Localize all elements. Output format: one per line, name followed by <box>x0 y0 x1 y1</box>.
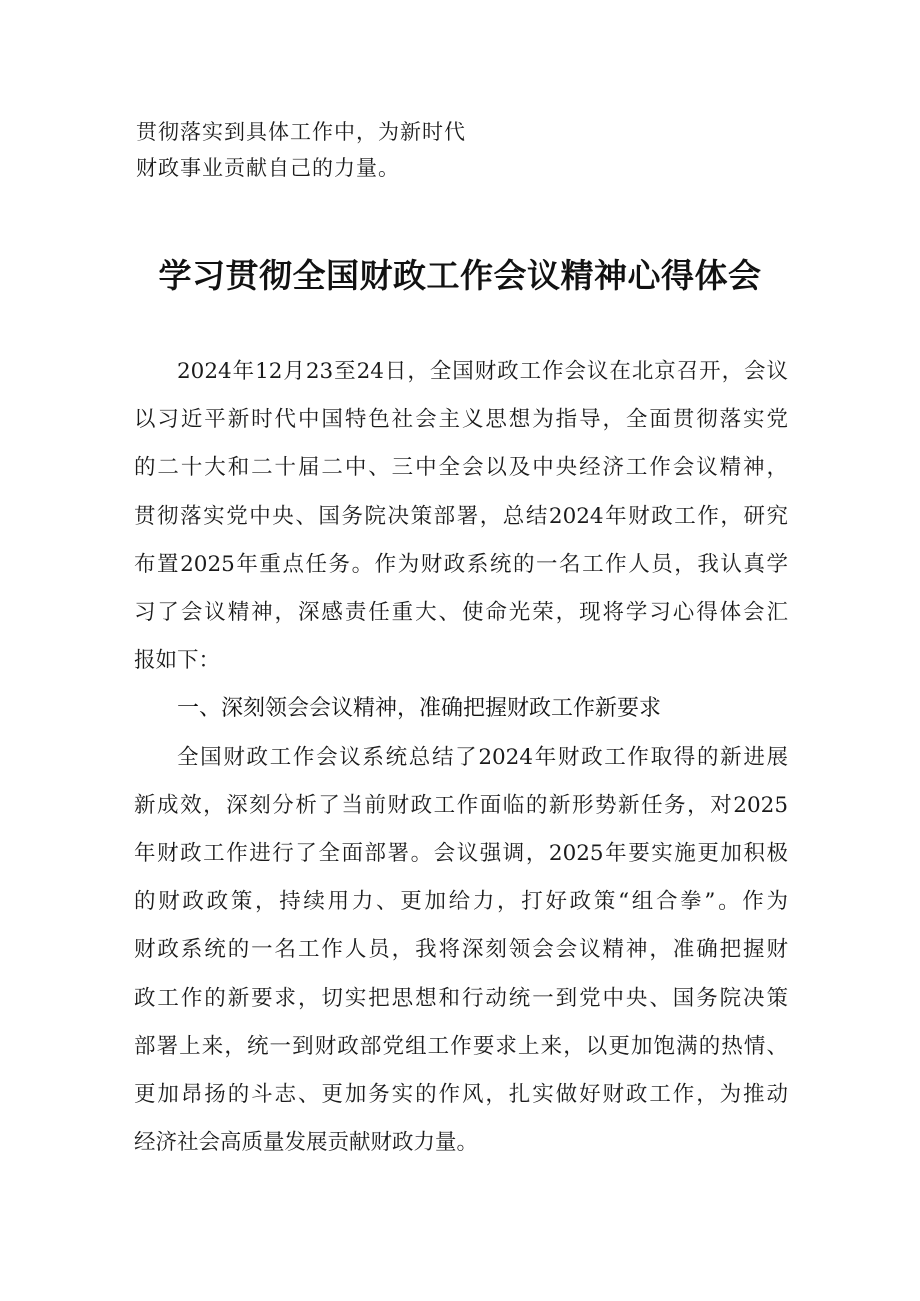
paragraph-line: 布置2025年重点任务。作为财政系统的一名工作人员，我认真学 <box>134 551 788 577</box>
paragraph-line: 财政系统的一名工作人员，我将深刻领会会议精神，准确把握财 <box>134 937 788 963</box>
fragment-line: 财政事业贡献自己的力量。 <box>136 156 400 180</box>
paragraph-line: 的财政政策，持续用力、更加给力，打好政策“组合拳”。作为 <box>134 889 788 915</box>
section-1-paragraph <box>134 734 788 1168</box>
paragraph-line: 以习近平新时代中国特色社会主义思想为指导，全面贯彻落实党 <box>134 407 788 433</box>
paragraph-line: 新成效，深刻分析了当前财政工作面临的新形势新任务，对2025 <box>134 792 788 818</box>
article-body <box>134 348 788 1167</box>
paragraph-line: 全国财政工作会议系统总结了2024年财政工作取得的新进展 <box>177 744 788 770</box>
fragment-line: 贯彻落实到具体工作中，为新时代 <box>136 120 466 144</box>
intro-paragraph <box>134 348 788 685</box>
paragraph-line: 经济社会高质量发展贡献财政力量。 <box>134 1130 479 1156</box>
paragraph-line: 的二十大和二十届二中、三中全会以及中央经济工作会议精神， <box>134 455 788 481</box>
section-heading-1: 一、深刻领会会议精神，准确把握财政工作新要求 <box>177 696 662 722</box>
paragraph-line: 2024年12月23至24日，全国财政工作会议在北京召开，会议 <box>177 359 788 384</box>
paragraph-line: 政工作的新要求，切实把思想和行动统一到党中央、国务院决策 <box>134 985 788 1011</box>
paragraph-line: 年财政工作进行了全面部署。会议强调，2025年要实施更加积极 <box>134 841 788 867</box>
paragraph-line: 习了会议精神，深感责任重大、使命光荣，现将学习心得体会汇 <box>134 600 788 626</box>
paragraph-line: 贯彻落实党中央、国务院决策部署，总结2024年财政工作，研究 <box>134 503 788 529</box>
paragraph-line: 更加昂扬的斗志、更加务实的作风，扎实做好财政工作，为推动 <box>134 1082 788 1108</box>
paragraph-line: 部署上来，统一到财政部党组工作要求上来，以更加饱满的热情、 <box>134 1033 788 1059</box>
article-title: 学习贯彻全国财政工作会议精神心得体会 <box>158 256 762 295</box>
paragraph-line: 报如下： <box>134 648 221 674</box>
previous-article-ending <box>136 114 556 186</box>
